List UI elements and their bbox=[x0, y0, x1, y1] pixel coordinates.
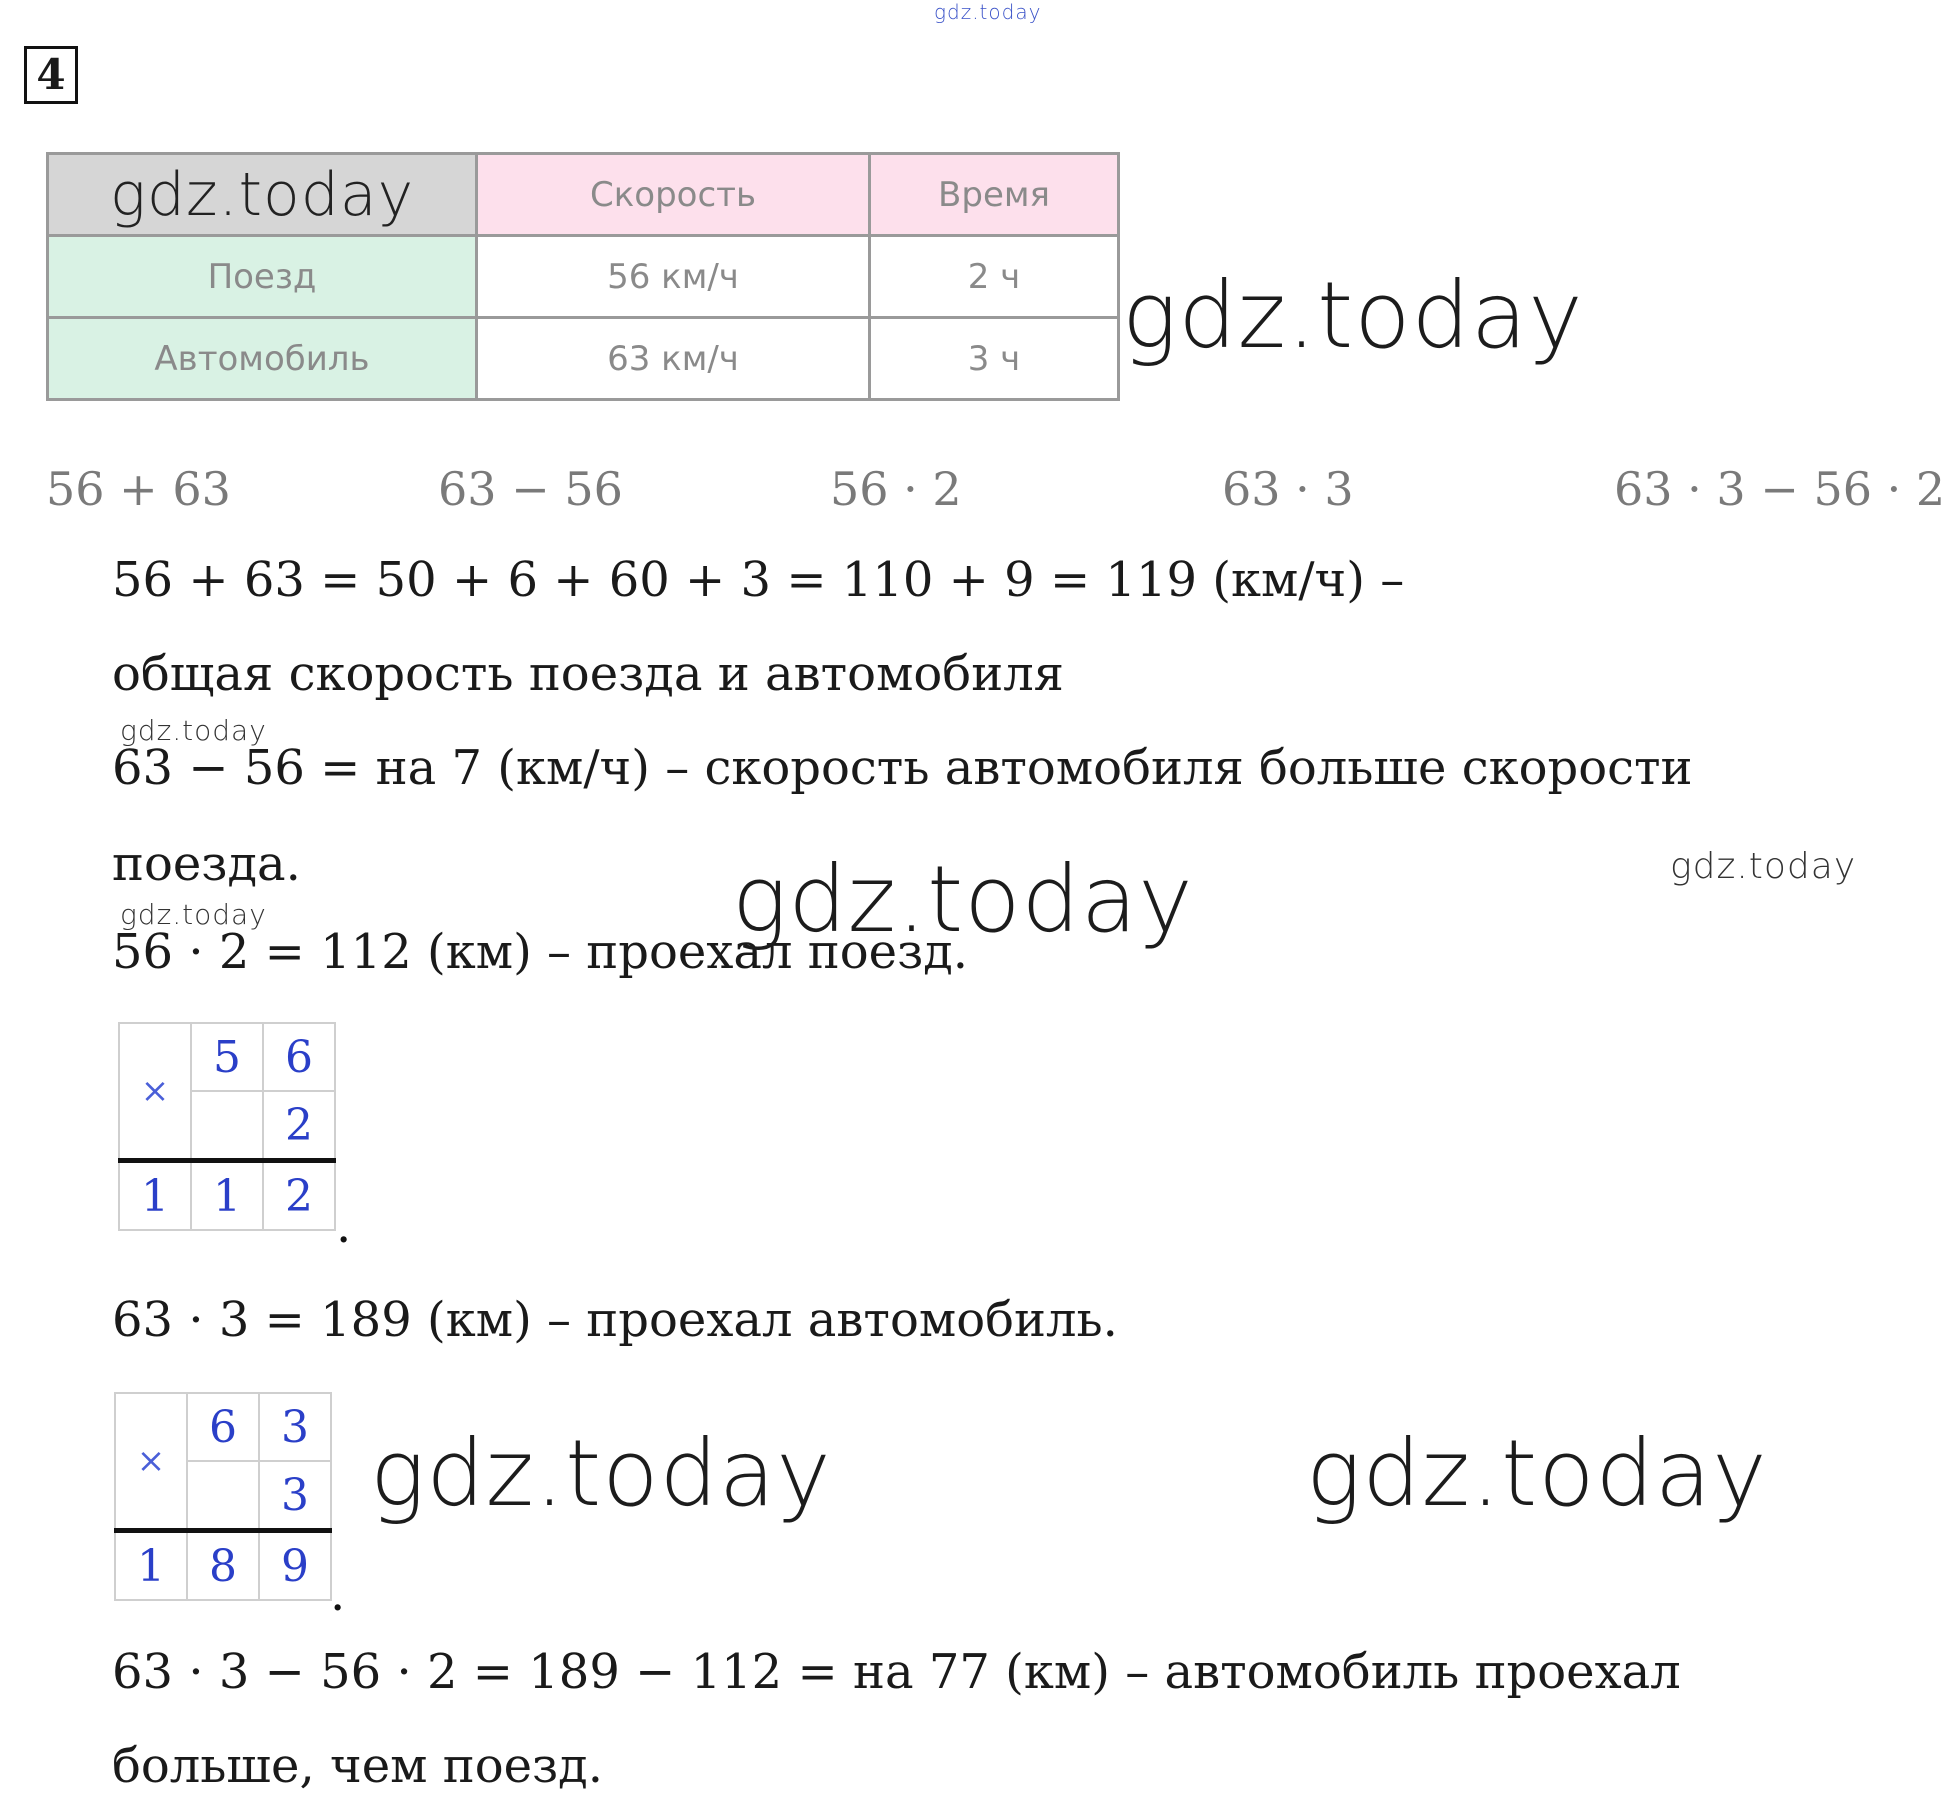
expression: 63 − 56 bbox=[438, 462, 623, 516]
table-header-cell: Скорость bbox=[477, 154, 870, 236]
table-cell: 56 км/ч bbox=[477, 236, 870, 318]
table-header-cell bbox=[48, 154, 477, 236]
result-digit-cell: 1 bbox=[191, 1161, 263, 1231]
solution-line: общая скорость поезда и автомобиля bbox=[112, 646, 1064, 702]
digit-cell: 6 bbox=[187, 1393, 259, 1461]
result-digit-cell: 8 bbox=[187, 1531, 259, 1601]
solution-line: 63 − 56 = на 7 (км/ч) – скорость автомобиля больше скорости bbox=[112, 740, 1693, 796]
period: . bbox=[330, 1566, 346, 1622]
table-row bbox=[48, 236, 1119, 318]
table-cell: 63 км/ч bbox=[477, 318, 870, 400]
table-cell: Поезд bbox=[48, 236, 477, 318]
watermark-table: gdz.today bbox=[109, 159, 415, 230]
result-digit-cell: 2 bbox=[263, 1161, 335, 1231]
solution-line: 63 · 3 − 56 · 2 = 189 − 112 = на 77 (км) – автомобиль проехал bbox=[112, 1644, 1681, 1700]
digit-cell: 2 bbox=[263, 1091, 335, 1161]
table-row bbox=[48, 318, 1119, 400]
digit-cell bbox=[191, 1091, 263, 1161]
watermark: gdz.today bbox=[370, 1420, 832, 1527]
digit-cell: 3 bbox=[259, 1393, 331, 1461]
digit-cell bbox=[187, 1461, 259, 1531]
expression: 56 · 2 bbox=[830, 462, 962, 516]
watermark: gdz.today bbox=[120, 898, 267, 931]
table-cell: 3 ч bbox=[870, 318, 1119, 400]
watermark: gdz.today bbox=[1306, 1420, 1768, 1527]
table-cell: Автомобиль bbox=[48, 318, 477, 400]
result-digit-cell: 9 bbox=[259, 1531, 331, 1601]
multiplication-grid-1 bbox=[118, 1022, 336, 1231]
solution-line: больше, чем поезд. bbox=[112, 1738, 603, 1794]
digit-cell: 6 bbox=[263, 1023, 335, 1091]
table-cell: 2 ч bbox=[870, 236, 1119, 318]
watermark: gdz.today bbox=[732, 846, 1194, 953]
watermark: gdz.today bbox=[1670, 846, 1857, 887]
solution-line: 56 + 63 = 50 + 6 + 60 + 3 = 110 + 9 = 119 (км/ч) – bbox=[112, 552, 1405, 608]
table-header-cell: Время bbox=[870, 154, 1119, 236]
watermark: gdz.today bbox=[1122, 262, 1584, 369]
expression: 63 · 3 bbox=[1222, 462, 1354, 516]
result-digit-cell: 1 bbox=[115, 1531, 187, 1601]
digit-cell: 3 bbox=[259, 1461, 331, 1531]
result-digit-cell: 1 bbox=[119, 1161, 191, 1231]
solution-line: 56 · 2 = 112 (км) – проехал поезд. bbox=[112, 924, 969, 980]
period: . bbox=[336, 1198, 352, 1254]
digit-cell: 5 bbox=[191, 1023, 263, 1091]
expression: 63 · 3 − 56 · 2 bbox=[1614, 462, 1946, 516]
solution-line: поезда. bbox=[112, 836, 301, 892]
watermark: gdz.today bbox=[120, 714, 267, 747]
expression: 56 + 63 bbox=[46, 462, 231, 516]
solution-line: 63 · 3 = 189 (км) – проехал автомобиль. bbox=[112, 1292, 1118, 1348]
times-sign: × bbox=[119, 1023, 191, 1161]
times-sign: × bbox=[115, 1393, 187, 1531]
speed-time-table bbox=[46, 152, 1120, 401]
watermark-top: gdz.today bbox=[934, 0, 1042, 24]
table-header-row bbox=[48, 154, 1119, 236]
task-number: 4 bbox=[24, 46, 78, 104]
multiplication-grid-2 bbox=[114, 1392, 332, 1601]
